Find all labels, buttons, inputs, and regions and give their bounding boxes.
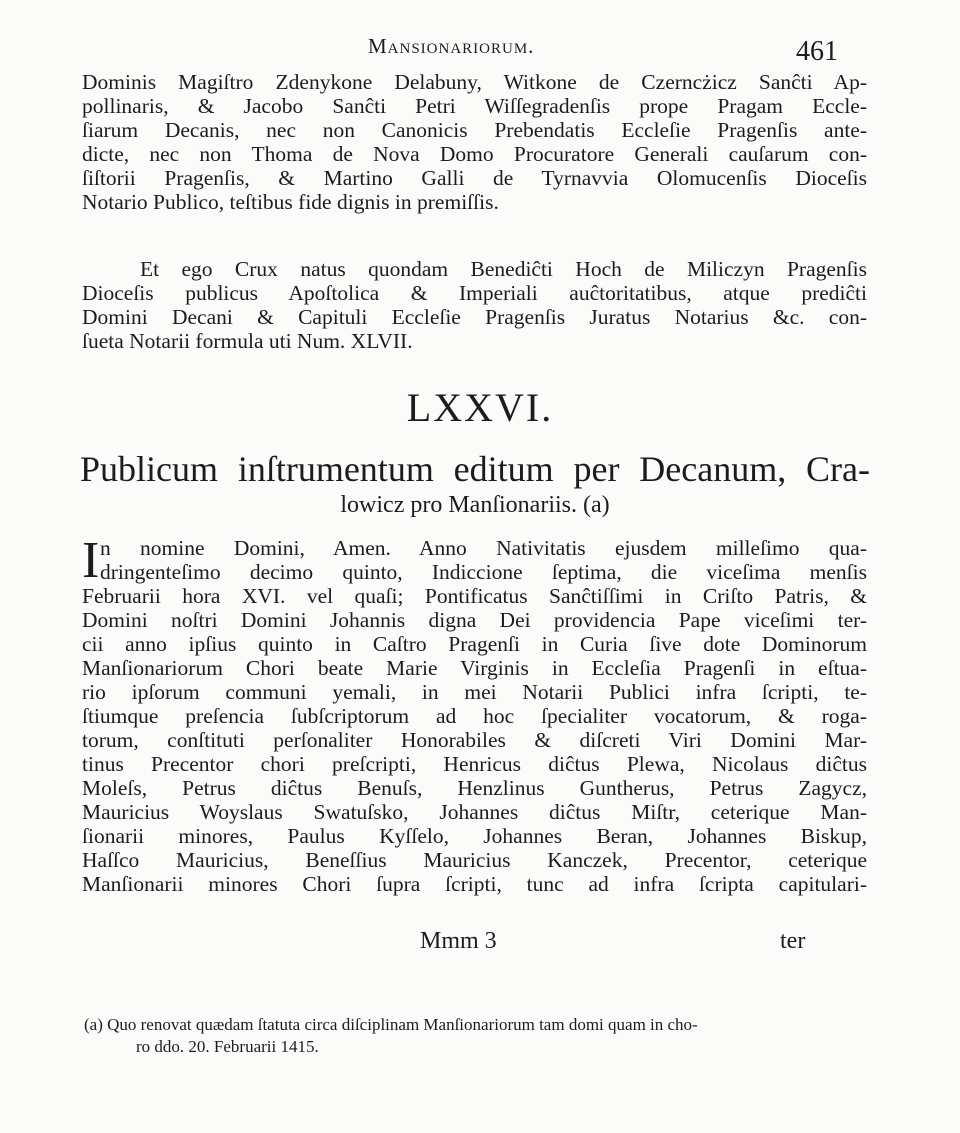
text-line: Dioceſis publicus Apoſtolica & Imperiali auĉtoritatibus, atque prediĉti <box>82 281 867 305</box>
catchword: ter <box>780 928 806 954</box>
text-line: ſiſtorii Pragenſis, & Martino Galli de Tyrnavvia Olomucenſis Dioceſis <box>82 166 867 190</box>
text-line: ſiarum Decanis, nec non Canonicis Prebendatis Eccleſie Pragenſis ante- <box>82 118 867 142</box>
signature-mark: Mmm 3 <box>420 928 497 954</box>
text-line: Mauricius Woyslaus Swatuſsko, Johannes diĉtus Miſtr, ceterique Man- <box>82 800 867 824</box>
document-body <box>82 532 867 896</box>
heading-line-2: lowicz pro Manſionariis. (a) <box>340 492 610 518</box>
heading-line-1: Publicum inſtrumentum editum per Decanum, Cra- <box>80 449 870 489</box>
text-line: Manſionariorum Chori beate Marie Virginis in Eccleſia Pragenſi in eſtua- <box>82 656 867 680</box>
text-line: ſueta Notarii formula uti Num. XLVII. <box>82 329 413 353</box>
text-line: dringenteſimo decimo quinto, Indiccione ſeptima, die viceſima menſis <box>100 560 867 584</box>
text-line: Notario Publico, teſtibus fide dignis in premiſſis. <box>82 190 499 214</box>
text-line: torum, conſtituti perſonaliter Honorabiles & diſcreti Viri Domini Mar- <box>82 728 867 752</box>
running-head: Mansionariorum. <box>368 34 535 58</box>
document-heading <box>80 448 870 520</box>
text-line: tinus Precentor chori preſcripti, Henricus diĉtus Plewa, Nicolaus diĉtus <box>82 752 867 776</box>
footnote-line: ro ddo. 20. Februarii 1415. <box>136 1037 319 1056</box>
paragraph-notary <box>82 257 867 353</box>
text-line: pollinaris, & Jacobo Sanĉti Petri Wiſſegradenſis prope Pragam Eccle- <box>82 94 867 118</box>
text-line: rio ipſorum communi yemali, in mei Notarii Publici infra ſcripti, te- <box>82 680 867 704</box>
text-line: Domini Decani & Capituli Eccleſie Pragenſis Juratus Notarius &c. con- <box>82 305 867 329</box>
footnote-line: (a) Quo renovat quædam ſtatuta circa diſciplinam Manſionariorum tam domi quam in cho- <box>84 1015 698 1034</box>
drop-cap-wrapper <box>82 532 867 589</box>
footnote <box>84 1014 864 1058</box>
document-number: LXXVI. <box>406 385 554 430</box>
text-line: Domini noſtri Domini Johannis digna Dei providencia Pape viceſimi ter- <box>82 608 867 632</box>
page-number: 461 <box>796 36 838 67</box>
text-line: Manſionarii minores Chori ſupra ſcripti, tunc ad infra ſcripta capitulari- <box>82 872 867 896</box>
text-line: Et ego Crux natus quondam Benediĉti Hoch de Miliczyn Pragenſis <box>140 257 867 281</box>
text-line: n nomine Domini, Amen. Anno Nativitatis ejusdem milleſimo qua- <box>100 536 867 560</box>
text-line: Haſſco Mauricius, Beneſſius Mauricius Kanczek, Precentor, ceterique <box>82 848 867 872</box>
paragraph-witnesses <box>82 70 867 214</box>
text-line: dicte, nec non Thoma de Nova Domo Procuratore Generali cauſarum con- <box>82 142 867 166</box>
text-line: cii anno ipſius quinto in Caſtro Pragenſi in Curia ſive dote Dominorum <box>82 632 867 656</box>
text-line: ſionarii minores, Paulus Kyſſelo, Johannes Beran, Johannes Biskup, <box>82 824 867 848</box>
text-line: Dominis Magiſtro Zdenykone Delabuny, Witkone de Czerncżicz Sanĉti Ap- <box>82 70 867 94</box>
drop-cap: I <box>82 532 100 589</box>
text-line: ſtiumque preſencia ſubſcriptorum ad hoc ſpecialiter vocatorum, & roga- <box>82 704 867 728</box>
text-line: Moleſs, Petrus diĉtus Benuſs, Henzlinus Guntherus, Petrus Zagycz, <box>82 776 867 800</box>
text-line: Februarii hora XVI. vel quaſi; Pontificatus Sanĉtiſſimi in Criſto Patris, & <box>82 584 867 608</box>
